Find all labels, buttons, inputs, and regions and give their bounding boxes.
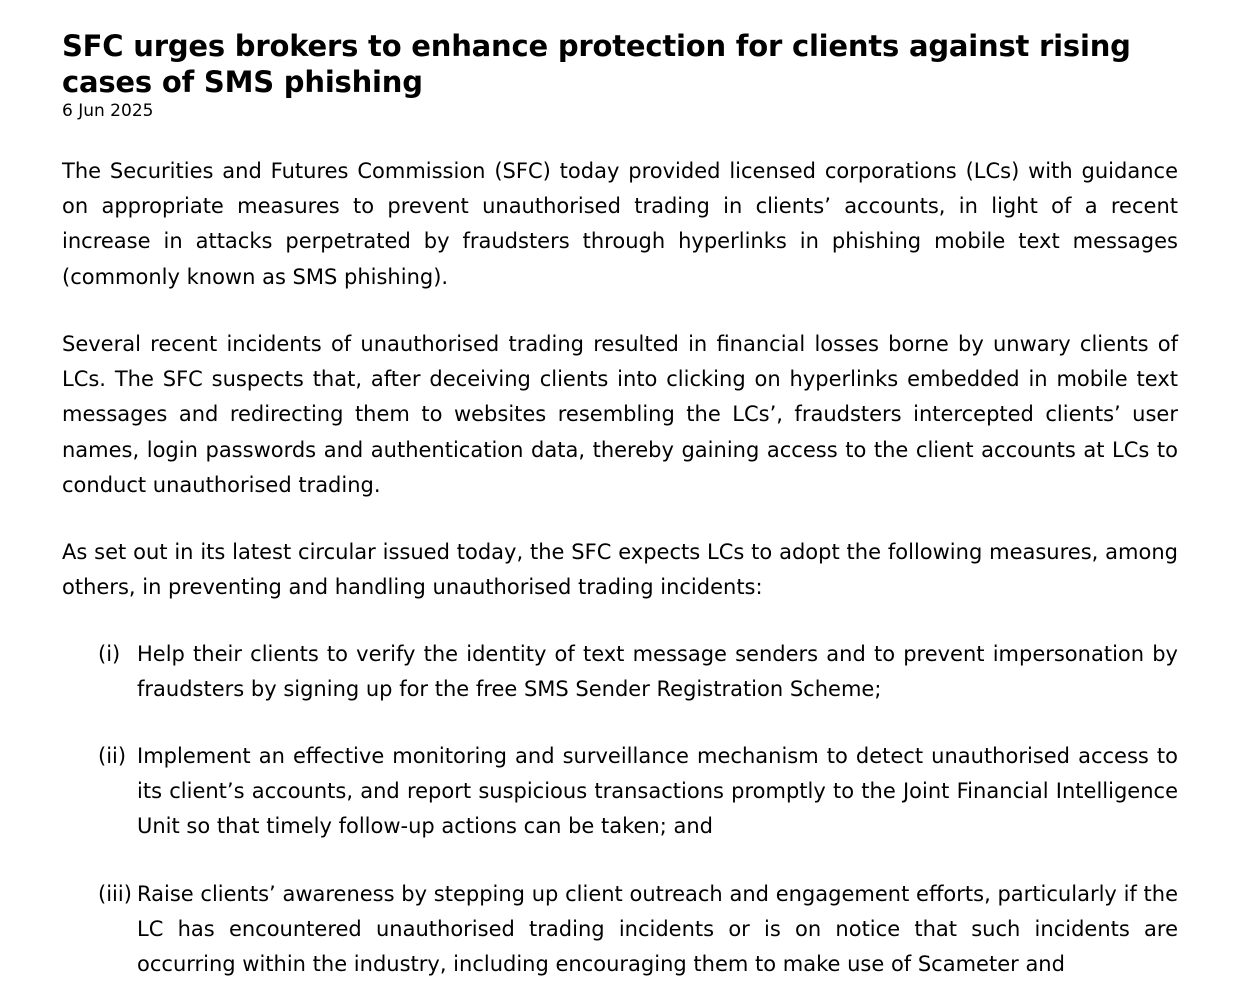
paragraph-intro: The Securities and Futures Commission (SFC) today provided licensed corporations (LCs) with guidance on appropriate measures to prevent unauthorised trading in clients’ accounts, in light of a recent increase in attacks perpetrated by fraudsters through hyperlinks in phishing mobile text messages (commonly known as SMS phishing). <box>62 159 1178 289</box>
publish-date: 6 Jun 2025 <box>62 101 154 121</box>
measure-number: (iii) <box>98 882 132 906</box>
paragraph-incidents: Several recent incidents of unauthorised trading resulted in financial losses borne by unwary clients of LCs. The SFC suspects that, after deceiving clients into clicking on hyperlinks embedded in mobile text messages and redirecting them to websites resembling the LCs’, fraudsters intercepted clients’ user names, login passwords and authentication data, thereby gaining access to the client accounts at LCs to conduct unauthorised trading. <box>62 332 1178 497</box>
measure-text: Help their clients to verify the identity of text message senders and to prevent impersonation by fraudsters by signing up for the free SMS Sender Registration Scheme; <box>137 642 1178 702</box>
measure-text: Raise clients’ awareness by stepping up client outreach and engagement efforts, particularly if the LC has encountered unauthorised trading incidents or is on notice that such incidents are occurring within the industry, including encouraging them to make use of Scameter and <box>137 882 1178 977</box>
page-title: SFC urges brokers to enhance protection for clients against rising cases of SMS phishing <box>62 29 1131 99</box>
measure-number: (i) <box>98 642 121 666</box>
measure-number: (ii) <box>98 744 127 768</box>
measure-text: Implement an effective monitoring and surveillance mechanism to detect unauthorised access to its client’s accounts, and report suspicious transactions promptly to the Joint Financial Intelligence Unit so that timely follow-up actions can be taken; and <box>137 744 1178 839</box>
paragraph-circular: As set out in its latest circular issued today, the SFC expects LCs to adopt the following measures, among others, in preventing and handling unauthorised trading incidents: <box>62 540 1178 600</box>
